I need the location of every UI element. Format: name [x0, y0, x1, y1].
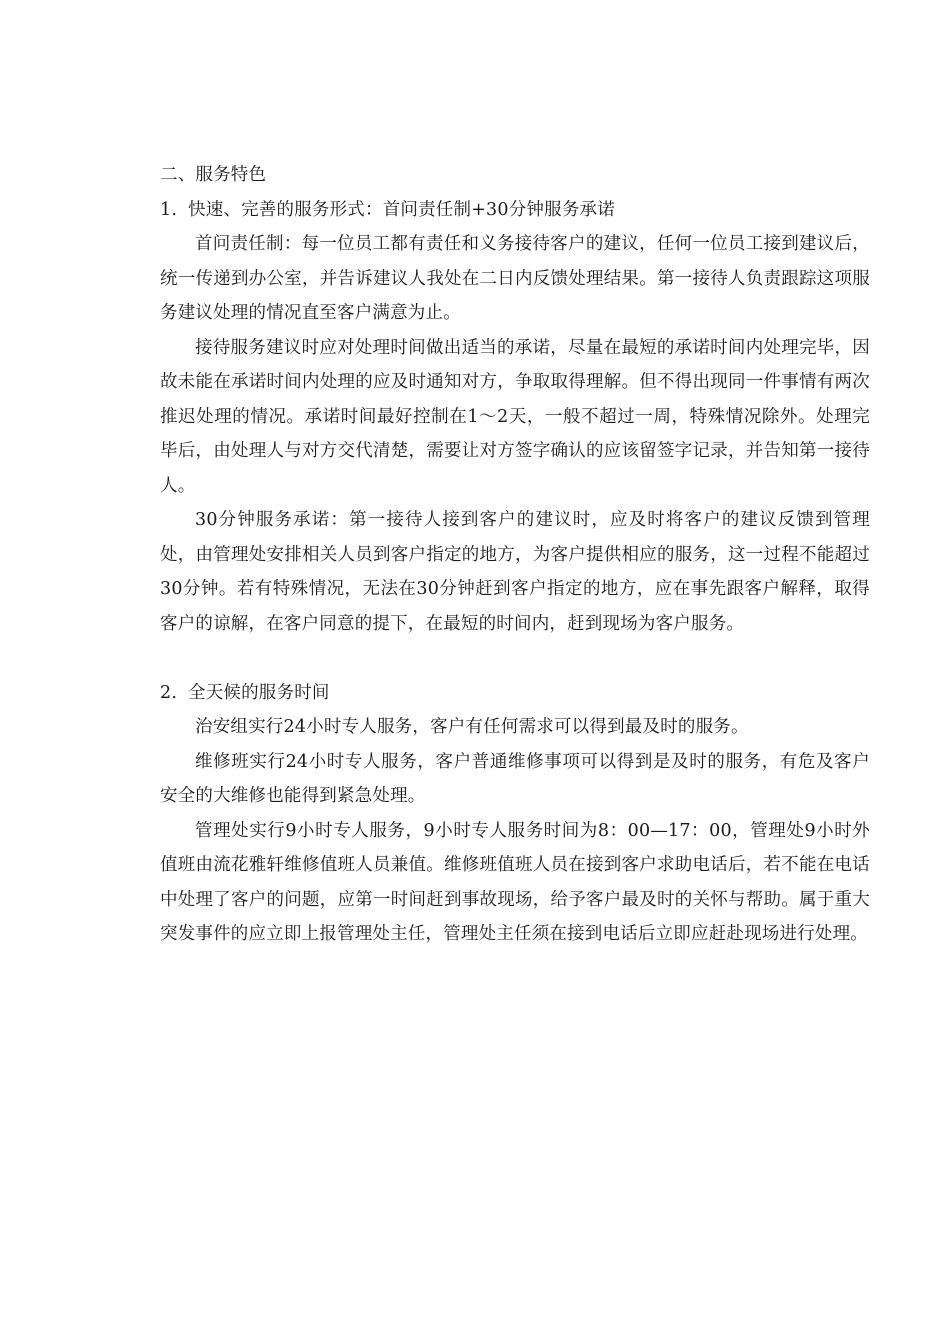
paragraph-30-minute-promise: 30分钟服务承诺：第一接待人接到客户的建议时，应及时将客户的建议反馈到管理处，由管理处安排相关人员到客户指定的地方，为客户提供相应的服务，这一过程不能超过30分钟。若有特殊情况，无法在30分钟赶到客户指定的地方，应在事先跟客户解释，取得客户的谅解，在客户同意的提下，在最短的时间内，赶到现场为客户服务。: [160, 510, 870, 634]
paragraph-first-responsibility: 首问责任制：每一位员工都有责任和义务接待客户的建议，任何一位员工接到建议后，统一传递到办公室，并告诉建议人我处在二日内反馈处理结果。第一接待人负责跟踪这项服务建议处理的情况直至客户满意为止。: [160, 234, 870, 323]
section-title: 二、服务特色: [160, 165, 267, 185]
subsection-1-heading: [160, 193, 870, 228]
document-body: [160, 158, 870, 952]
paragraph-commitment-time: 接待服务建议时应对处理时间做出适当的承诺，尽量在最短的承诺时间内处理完毕，因故未能在承诺时间内处理的应及时通知对方，争取取得理解。但不得出现同一件事情有两次推迟处理的情况。承诺时间最好控制在1～2天，一般不超过一周，特殊情况除外。处理完毕后，由处理人与对方交代清楚，需要让对方签字确认的应该留签字记录，并告知第一接待人。: [160, 337, 870, 496]
subsection-2-number: 2.: [160, 682, 178, 703]
subsection-2-heading: [160, 676, 870, 711]
section-spacer: [160, 641, 870, 676]
paragraph-maintenance-team: 维修班实行24小时专人服务，客户普通维修事项可以得到是及时的服务，有危及客户安全的大维修也能得到紧急处理。: [160, 751, 870, 806]
subsection-1-title: 快速、完善的服务形式：首问责任制+30分钟服务承诺: [188, 199, 615, 220]
paragraph-security-team: 治安组实行24小时专人服务，客户有任何需求可以得到最及时的服务。: [195, 717, 749, 737]
subsection-1-number: 1.: [160, 199, 178, 220]
subsection-2-title: 全天候的服务时间: [188, 682, 330, 703]
paragraph-management-office: 管理处实行9小时专人服务，9小时专人服务时间为8：00—17：00，管理处9小时外值班由流花雅轩维修值班人员兼值。维修班值班人员在接到客户求助电话后，若不能在电话中处理了客户的问题，应第一时间赶到事故现场，给予客户最及时的关怀与帮助。属于重大突发事件的应立即上报管理处主任，管理处主任须在接到电话后立即应赶赴现场进行处理。: [160, 820, 870, 944]
